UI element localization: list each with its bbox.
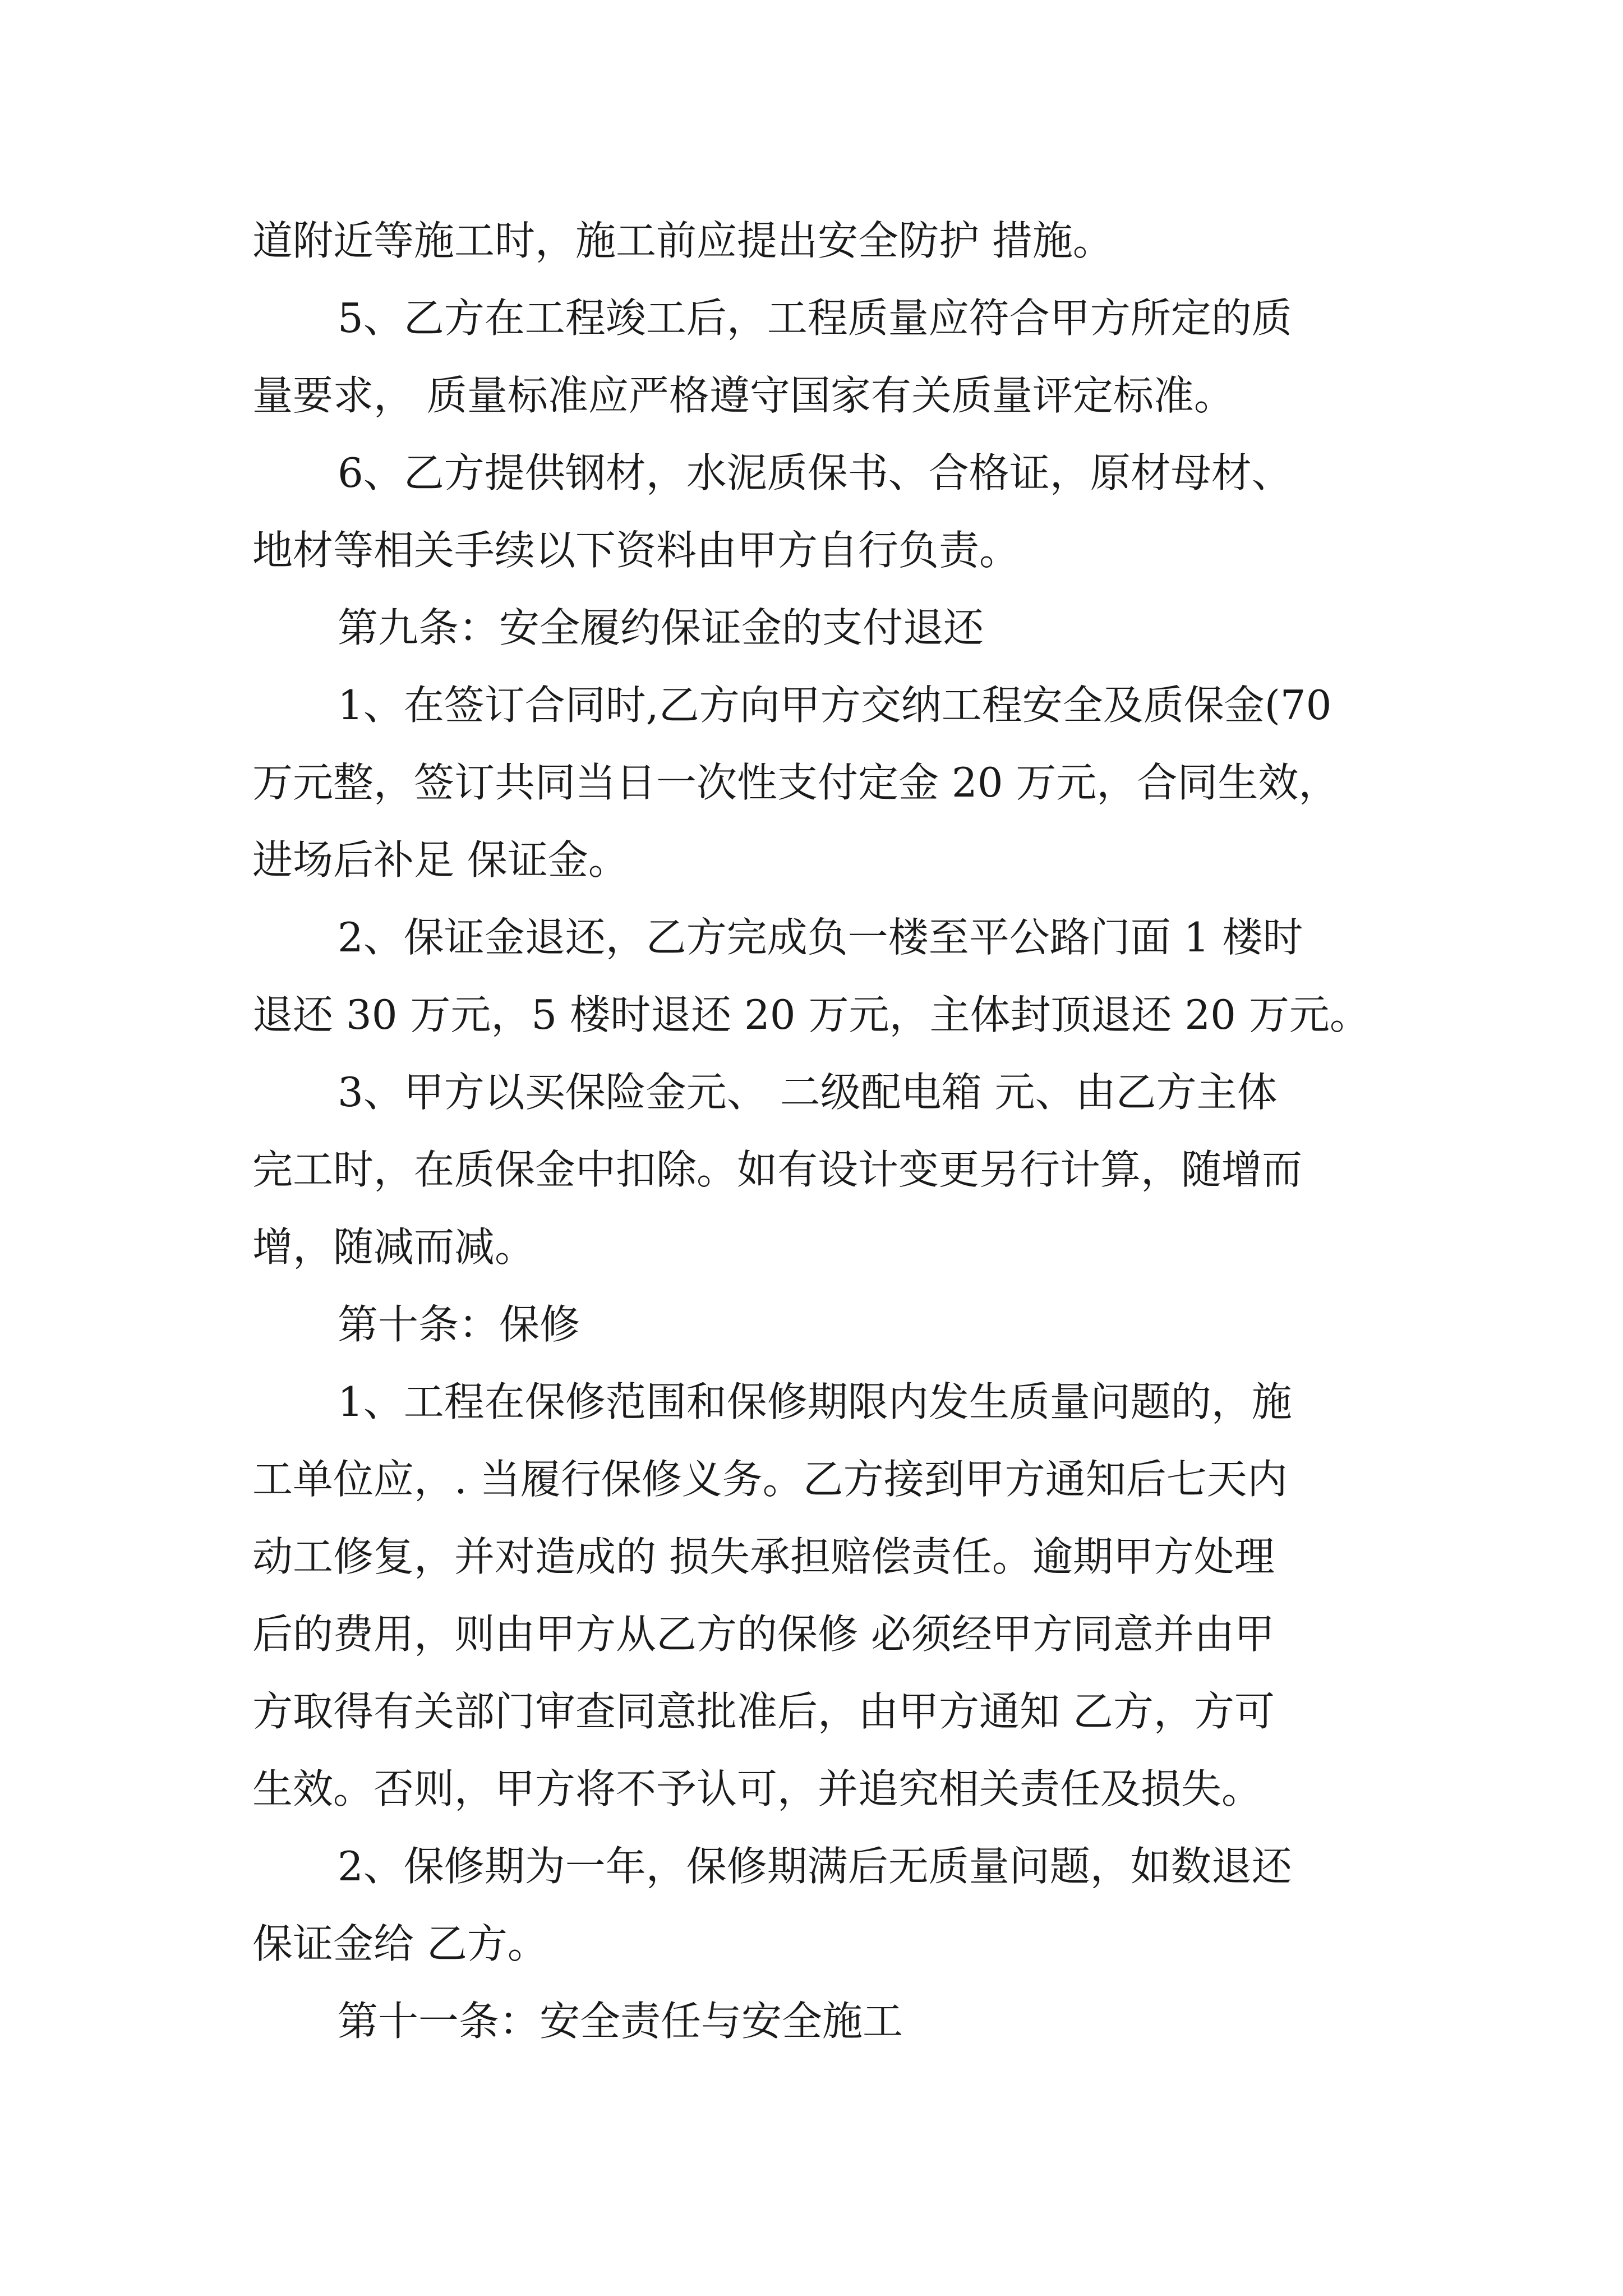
- text-line: 生效。否则，甲方将不予认可，并追究相关责任及损失。: [252, 1765, 1262, 1812]
- text-line: 方取得有关部门审查同意批准后，由甲方通知 乙方，方可: [252, 1688, 1275, 1735]
- text-line: 1、工程在保修范围和保修期限内发生质量问题的，施: [338, 1378, 1292, 1425]
- text-line: 2、保证金退还，乙方完成负一楼至平公路门面 1 楼时: [338, 914, 1303, 961]
- text-line: 地材等相关手续以下资料由甲方自行负责。: [252, 527, 1020, 574]
- document-body: [252, 202, 1374, 2060]
- text-line: 2、保修期为一年，保修期满后无质量问题，如数退还: [338, 1843, 1292, 1890]
- text-line: 工单位应，. 当履行保修义务。乙方接到甲方通知后七天内: [252, 1456, 1288, 1503]
- text-line: 道附近等施工时，施工前应提出安全防护 措施。: [252, 217, 1113, 264]
- text-line: 万元整，签订共同当日一次性支付定金 20 万元，合同生效，: [252, 759, 1339, 806]
- text-line: 第十条：保修: [338, 1301, 580, 1348]
- text-line: 第九条：安全履约保证金的支付退还: [338, 604, 984, 651]
- text-line: 动工修复，并对造成的 损失承担赔偿责任。逾期甲方处理: [252, 1533, 1275, 1580]
- text-line: 完工时，在质保金中扣除。如有设计变更另行计算，随增而: [252, 1146, 1303, 1193]
- text-line: 增，随减而减。: [252, 1223, 536, 1271]
- text-line: 1、在签订合同时,乙方向甲方交纳工程安全及质保金(70: [338, 682, 1332, 729]
- text-line: 量要求， 质量标准应严格遵守国家有关质量评定标准。: [252, 372, 1234, 419]
- text-line: 5、乙方在工程竣工后，工程质量应符合甲方所定的质: [338, 295, 1292, 342]
- text-line: 后的费用，则由甲方从乙方的保修 必须经甲方同意并由甲: [252, 1611, 1275, 1658]
- text-line: 保证金给 乙方。: [252, 1920, 548, 1967]
- text-line: 第十一条：安全责任与安全施工: [338, 1998, 903, 2045]
- text-line: 退还 30 万元，5 楼时退还 20 万元，主体封顶退还 20 万元。: [252, 991, 1370, 1038]
- text-line: 6、乙方提供钢材，水泥质保书、合格证，原材母材、: [338, 449, 1292, 496]
- text-line: 3、甲方以买保险金元、 二级配电箱 元、由乙方主体: [338, 1069, 1278, 1116]
- text-line: 进场后补足 保证金。: [252, 836, 629, 884]
